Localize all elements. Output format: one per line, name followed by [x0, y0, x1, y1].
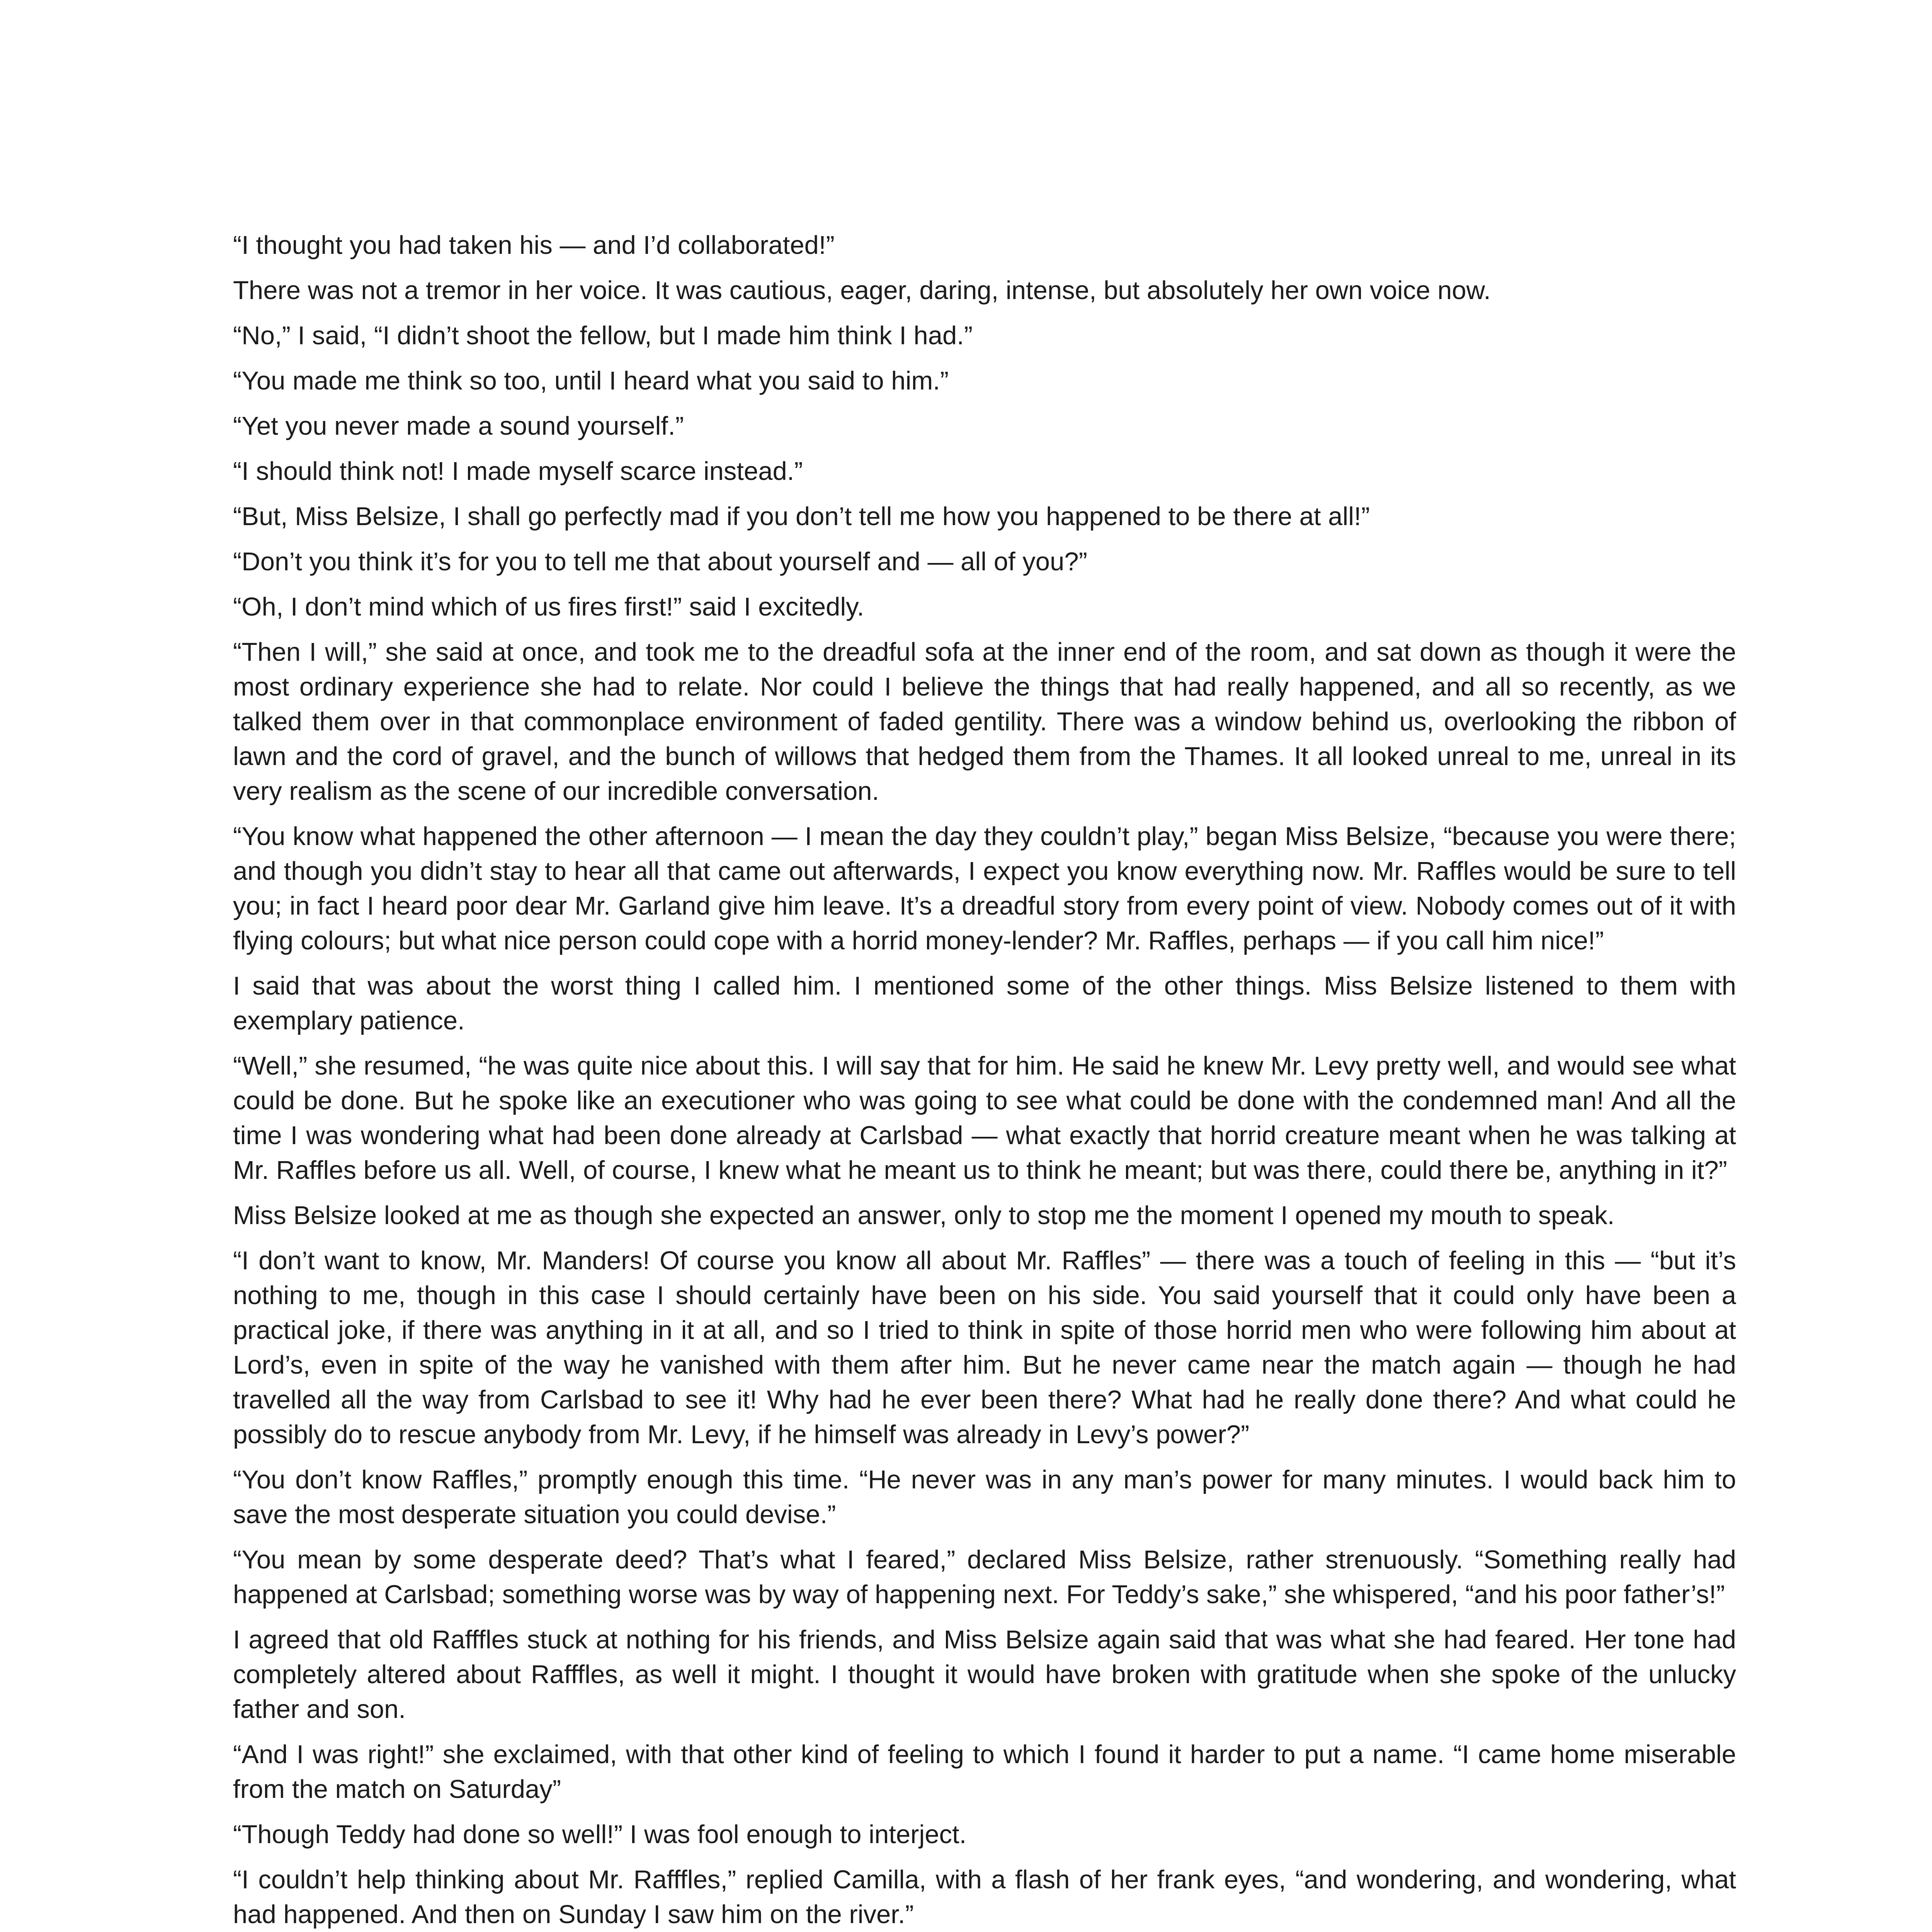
paragraph: “I don’t want to know, Mr. Manders! Of course you know all about Mr. Raffles” — there was a touch of feeling in this — “but it’s nothing to me, though in this case I should certainly have been on his side. You said yourself that it could only have been a practical joke, if there was anything in it at all, and so I tried to think in spite of those horrid men who were following him about at Lord’s, even in spite of the way he vanished with them after him. But he never came near the match again — though he had travelled all the way from Carlsbad to see it! Why had he ever been there? What had he really done there? And what could he possibly do to rescue anybody from Mr. Levy, if he himself was already in Levy’s power?”: [233, 1246, 1736, 1449]
paragraph: “I should think not! I made myself scarce instead.”: [233, 457, 803, 486]
paragraph: “No,” I said, “I didn’t shoot the fellow, but I made him think I had.”: [233, 321, 973, 350]
paragraph: I said that was about the worst thing I called him. I mentioned some of the other things. Miss Belsize listened to them with exemplary patience.: [233, 971, 1736, 1035]
paragraph: “You don’t know Raffles,” promptly enough this time. “He never was in any man’s power for many minutes. I would back him to save the most desperate situation you could devise.”: [233, 1465, 1736, 1529]
paragraph: “And I was right!” she exclaimed, with that other kind of feeling to which I found it harder to put a name. “I came home miserable from the match on Saturday”: [233, 1740, 1736, 1804]
paragraph: “You made me think so too, until I heard what you said to him.”: [233, 366, 949, 395]
paragraph: “You mean by some desperate deed? That’s what I feared,” declared Miss Belsize, rather strenuously. “Something really had happened at Carlsbad; something worse was by way of happening next. For Teddy’s sake,” she whispered, “and his poor father’s!”: [233, 1545, 1736, 1609]
paragraph: There was not a tremor in her voice. It was cautious, eager, daring, intense, but absolutely her own voice now.: [233, 276, 1491, 305]
paragraph: I agreed that old Rafffles stuck at nothing for his friends, and Miss Belsize again said that was what she had feared. Her tone had completely altered about Rafffles, as well it might. I thought it would have broken with gratitude when she spoke of the unlucky father and son.: [233, 1625, 1736, 1724]
paragraph: “Well,” she resumed, “he was quite nice about this. I will say that for him. He said he knew Mr. Levy pretty well, and would see what could be done. But he spoke like an executioner who was going to see what could be done with the condemned man! And all the time I was wondering what had been done already at Carlsbad — what exactly that horrid creature meant when he was talking at Mr. Raffles before us all. Well, of course, I knew what he meant us to think he meant; but was there, could there be, anything in it?”: [233, 1051, 1736, 1185]
paragraph: “Then I will,” she said at once, and took me to the dreadful sofa at the inner end of the room, and sat down as though it were the most ordinary experience she had to relate. Nor could I believe the things that had really happened, and all so recently, as we talked them over in that commonplace environment of faded gentility. There was a window behind us, overlooking the ribbon of lawn and the cord of gravel, and the bunch of willows that hedged them from the Thames. It all looked unreal to me, unreal in its very realism as the scene of our incredible conversation.: [233, 638, 1736, 806]
paragraph: Miss Belsize looked at me as though she expected an answer, only to stop me the moment I opened my mouth to speak.: [233, 1201, 1615, 1230]
body-text: [233, 228, 1736, 1932]
paragraph: “I couldn’t help thinking about Mr. Rafffles,” replied Camilla, with a flash of her frank eyes, “and wondering, and wondering, what had happened. And then on Sunday I saw him on the river.”: [233, 1865, 1736, 1929]
paragraph: “I thought you had taken his — and I’d collaborated!”: [233, 231, 835, 260]
paragraph: “Though Teddy had done so well!” I was fool enough to interject.: [233, 1820, 967, 1849]
paragraph: “But, Miss Belsize, I shall go perfectly mad if you don’t tell me how you happened to be there at all!”: [233, 502, 1370, 531]
paragraph: “You know what happened the other afternoon — I mean the day they couldn’t play,” began Miss Belsize, “because you were there; and though you didn’t stay to hear all that came out afterwards, I expect you know everything now. Mr. Raffles would be sure to tell you; in fact I heard poor dear Mr. Garland give him leave. It’s a dreadful story from every point of view. Nobody comes out of it with flying colours; but what nice person could cope with a horrid money-lender? Mr. Raffles, perhaps — if you call him nice!”: [233, 822, 1736, 955]
paragraph: “Yet you never made a sound yourself.”: [233, 412, 684, 440]
paragraph: “Don’t you think it’s for you to tell me that about yourself and — all of you?”: [233, 547, 1087, 576]
paragraph: “Oh, I don’t mind which of us fires first!” said I excitedly.: [233, 592, 864, 621]
